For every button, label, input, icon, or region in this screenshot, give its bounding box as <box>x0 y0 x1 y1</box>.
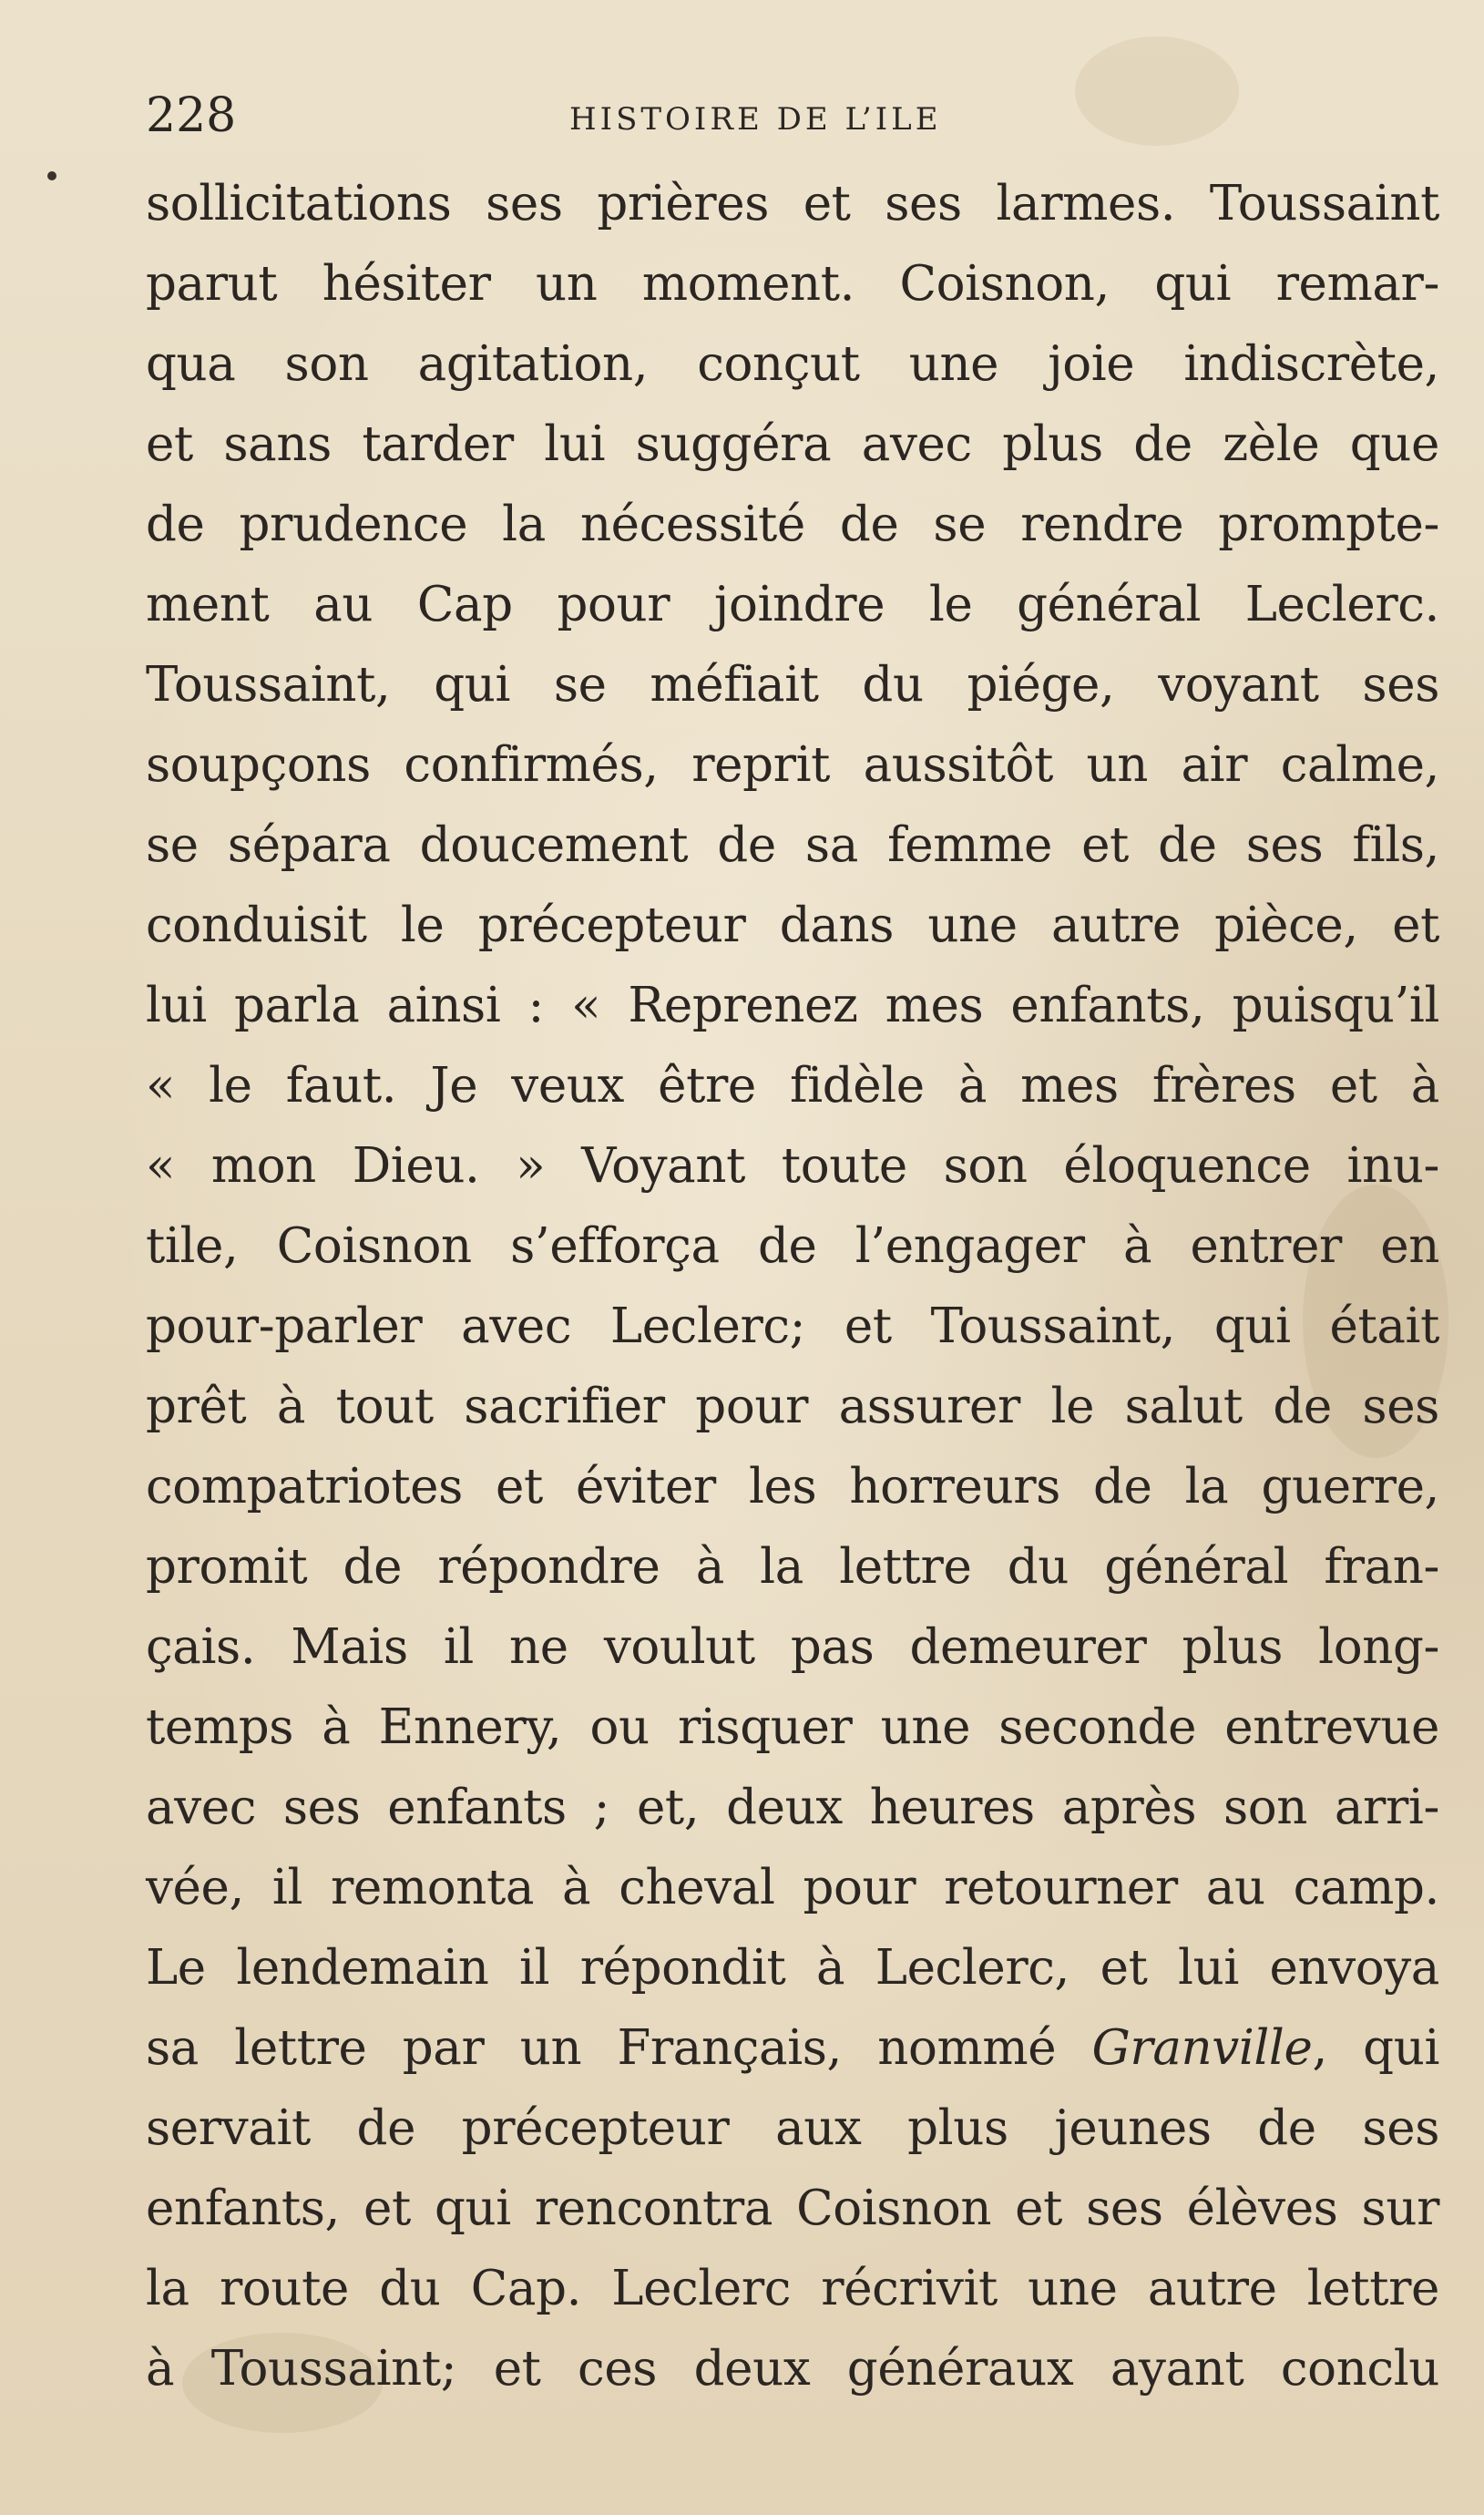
text-line: compatriotes et éviter les horreurs de la guerre, <box>146 1459 1439 1514</box>
text-line: conduisit le précepteur dans une autre pièce, et <box>146 898 1439 953</box>
text-line: « mon Dieu. » Voyant toute son éloquence inu- <box>146 1138 1439 1194</box>
text-segment: , qui <box>1312 2020 1439 2076</box>
italic-name: Granville <box>1091 2020 1313 2076</box>
text-line: de prudence la nécessité de se rendre prompte- <box>146 497 1439 552</box>
text-line: promit de répondre à la lettre du général fran- <box>146 1539 1439 1595</box>
text-line: sollicitations ses prières et ses larmes. Toussaint <box>146 176 1439 231</box>
running-head: HISTOIRE DE L’ILE <box>569 101 942 138</box>
text-line: tile, Coisnon s’efforça de l’engager à entrer en <box>146 1218 1439 1274</box>
text-line: à Toussaint; et ces deux généraux ayant conclu <box>146 2341 1439 2397</box>
text-line: et sans tarder lui suggéra avec plus de zèle que <box>146 416 1439 472</box>
text-line: la route du Cap. Leclerc récrivit une autre lettre <box>146 2261 1439 2316</box>
text-line: Le lendemain il répondit à Leclerc, et lui envoya <box>146 1940 1439 1996</box>
text-segment: sa lettre par un Français, nommé <box>146 2020 1092 2076</box>
text-line: soupçons confirmés, reprit aussitôt un air calme, <box>146 737 1439 793</box>
text-line-with-italic <box>146 2008 1439 2089</box>
text-line: ment au Cap pour joindre le général Leclerc. <box>146 577 1439 632</box>
text-line: parut hésiter un moment. Coisnon, qui remar- <box>146 256 1439 312</box>
text-line: temps à Ennery, ou risquer une seconde entrevue <box>146 1699 1439 1755</box>
text-line: avec ses enfants ; et, deux heures après son arri- <box>146 1780 1439 1835</box>
page-number: 228 <box>146 88 237 143</box>
text-line: pour-parler avec Leclerc; et Toussaint, qui était <box>146 1299 1439 1354</box>
text-line: lui parla ainsi : « Reprenez mes enfants, puisqu’il <box>146 978 1439 1033</box>
text-line: prêt à tout sacrifier pour assurer le salut de ses <box>146 1379 1439 1434</box>
text-line: çais. Mais il ne voulut pas demeurer plus long- <box>146 1619 1439 1675</box>
text-line: Toussaint, qui se méfiait du piége, voyant ses <box>146 657 1439 713</box>
ink-speck <box>47 171 56 180</box>
text-line: qua son agitation, conçut une joie indiscrète, <box>146 336 1439 392</box>
text-line: « le faut. Je veux être fidèle à mes frères et à <box>146 1058 1439 1114</box>
text-line: vée, il remonta à cheval pour retourner au camp. <box>146 1860 1439 1915</box>
body-text <box>146 164 1439 2409</box>
text-line: enfants, et qui rencontra Coisnon et ses élèves sur <box>146 2181 1439 2236</box>
text-line: se sépara doucement de sa femme et de ses fils, <box>146 817 1439 873</box>
page-header <box>146 84 1421 148</box>
text-line: servait de précepteur aux plus jeunes de ses <box>146 2100 1439 2156</box>
